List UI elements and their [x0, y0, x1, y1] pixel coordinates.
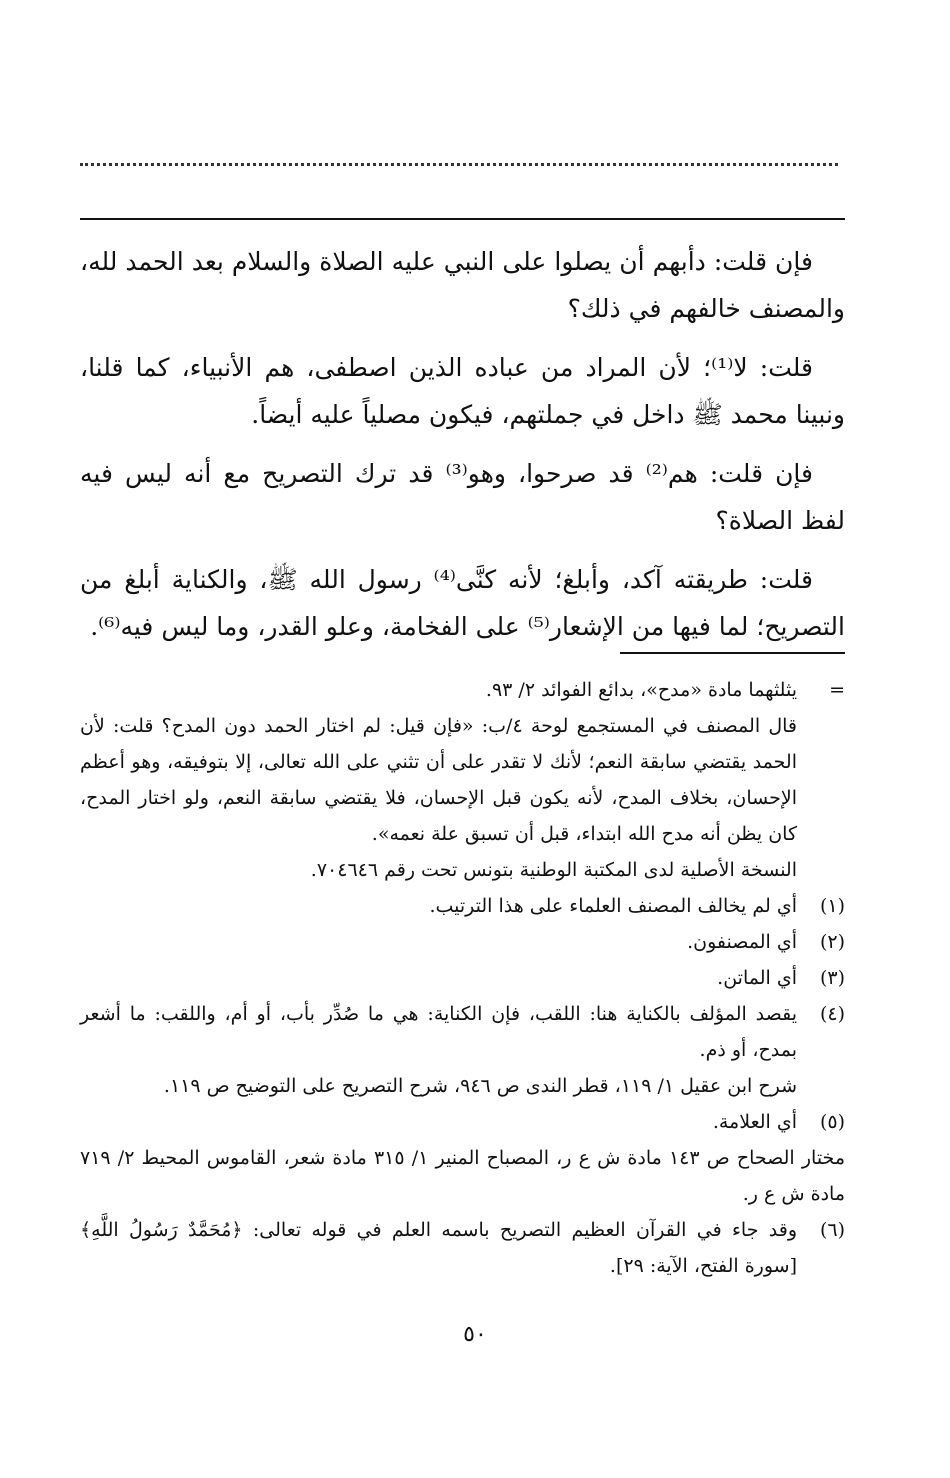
footnote-number: (١) [819, 895, 845, 917]
footnote-text: أي الماتن. [717, 967, 797, 989]
main-text [80, 238, 845, 662]
continuation-marker: = [829, 679, 845, 701]
footnote-number: (٥) [819, 1111, 845, 1133]
footnote-4 [80, 996, 845, 1104]
footnote-1 [80, 888, 845, 924]
paragraph: قلت: لا⁽¹⁾؛ لأن المراد من عباده الذين اصطفى، هم الأنبياء، كما قلنا، ونبينا محمد ﷺ داخل في جملتهم، فيكون مصلياً عليه أيضاً. [80, 353, 845, 429]
footnote-text: يقصد المؤلف بالكناية هنا: اللقب، فإن الكناية: هي ما صُدِّر بأب، أو أم، واللقب: ما أشعر بمدح، أو ذم. [80, 1003, 797, 1061]
page-number: ٥٠ [463, 1322, 487, 1347]
footnote-2 [80, 924, 845, 960]
footnote-6 [80, 1212, 845, 1284]
footnote-separator [620, 652, 845, 654]
header-rule [80, 218, 845, 220]
footnote-text: أي لم يخالف المصنف العلماء على هذا الترتيب. [429, 895, 797, 917]
dotted-separator [80, 163, 838, 166]
paragraph: فإن قلت: دأبهم أن يصلوا على النبي عليه الصلاة والسلام بعد الحمد لله، والمصنف خالفهم في ذلك؟ [80, 247, 845, 323]
footnote-text: وقد جاء في القرآن العظيم التصريح باسمه العلم في قوله تعالى: ﴿مُحَمَّدٌ رَسُولُ اللَّهِ﴾ [سورة الفتح، الآية: ٢٩]. [80, 1219, 797, 1277]
footnote-text: أي العلامة. [712, 1111, 797, 1133]
footnote-number: (٤) [819, 1003, 845, 1025]
footnote-line: يثلثهما مادة «مدح»، بدائع الفوائد ٢/ ٩٣. [485, 679, 797, 701]
paragraph: قلت: طريقته آكد، وأبلغ؛ لأنه كنَّى⁽⁴⁾ رسول الله ﷺ، والكناية أبلغ من التصريح؛ لما فيها من الإشعار⁽⁵⁾ على الفخامة، وعلو القدر، وما ليس فيه⁽⁶⁾. [80, 565, 845, 641]
footnote-line: النسخة الأصلية لدى المكتبة الوطنية بتونس تحت رقم ٧٠٤٦٤٦. [310, 859, 797, 881]
footnotes [80, 672, 845, 1284]
footnote-number: (٣) [819, 967, 845, 989]
footnote-number: (٢) [819, 931, 845, 953]
footnote-line: قال المصنف في المستجمع لوحة ٤/ب: «فإن قيل: لم اختار الحمد دون المدح؟ قلت: لأن الحمد يقتضي سابقة النعم؛ لأنك لا تقدر على أن تثني على الله تعالى، إلا بتوفيقه، وهو أعظم الإحسان، بخلاف المدح، لأنه يكون قبل الإحسان، فلا يقتضي سابقة النعم، ولو اختار المدح، كان يظن أنه مدح الله ابتداء، قبل أن تسبق علة نعمه». [80, 715, 798, 845]
footnote-5 [80, 1104, 845, 1140]
footnote-5-source: مختار الصحاح ص ١٤٣ مادة ش ع ر، المصباح المنير ١/ ٣١٥ مادة شعر، القاموس المحيط ٢/ ٧١٩ مادة ش ع ر. [80, 1147, 845, 1205]
footnote-continuation [80, 672, 845, 888]
footnote-3 [80, 960, 845, 996]
footnote-source: شرح ابن عقيل ١/ ١١٩، قطر الندى ص ٩٤٦، شرح التصريح على التوضيح ص ١١٩. [163, 1075, 797, 1097]
footnote-text: أي المصنفون. [687, 931, 797, 953]
paragraph: فإن قلت: هم⁽²⁾ قد صرحوا، وهو⁽³⁾ قد ترك التصريح مع أنه ليس فيه لفظ الصلاة؟ [80, 459, 845, 535]
footnote-number: (٦) [819, 1219, 845, 1241]
